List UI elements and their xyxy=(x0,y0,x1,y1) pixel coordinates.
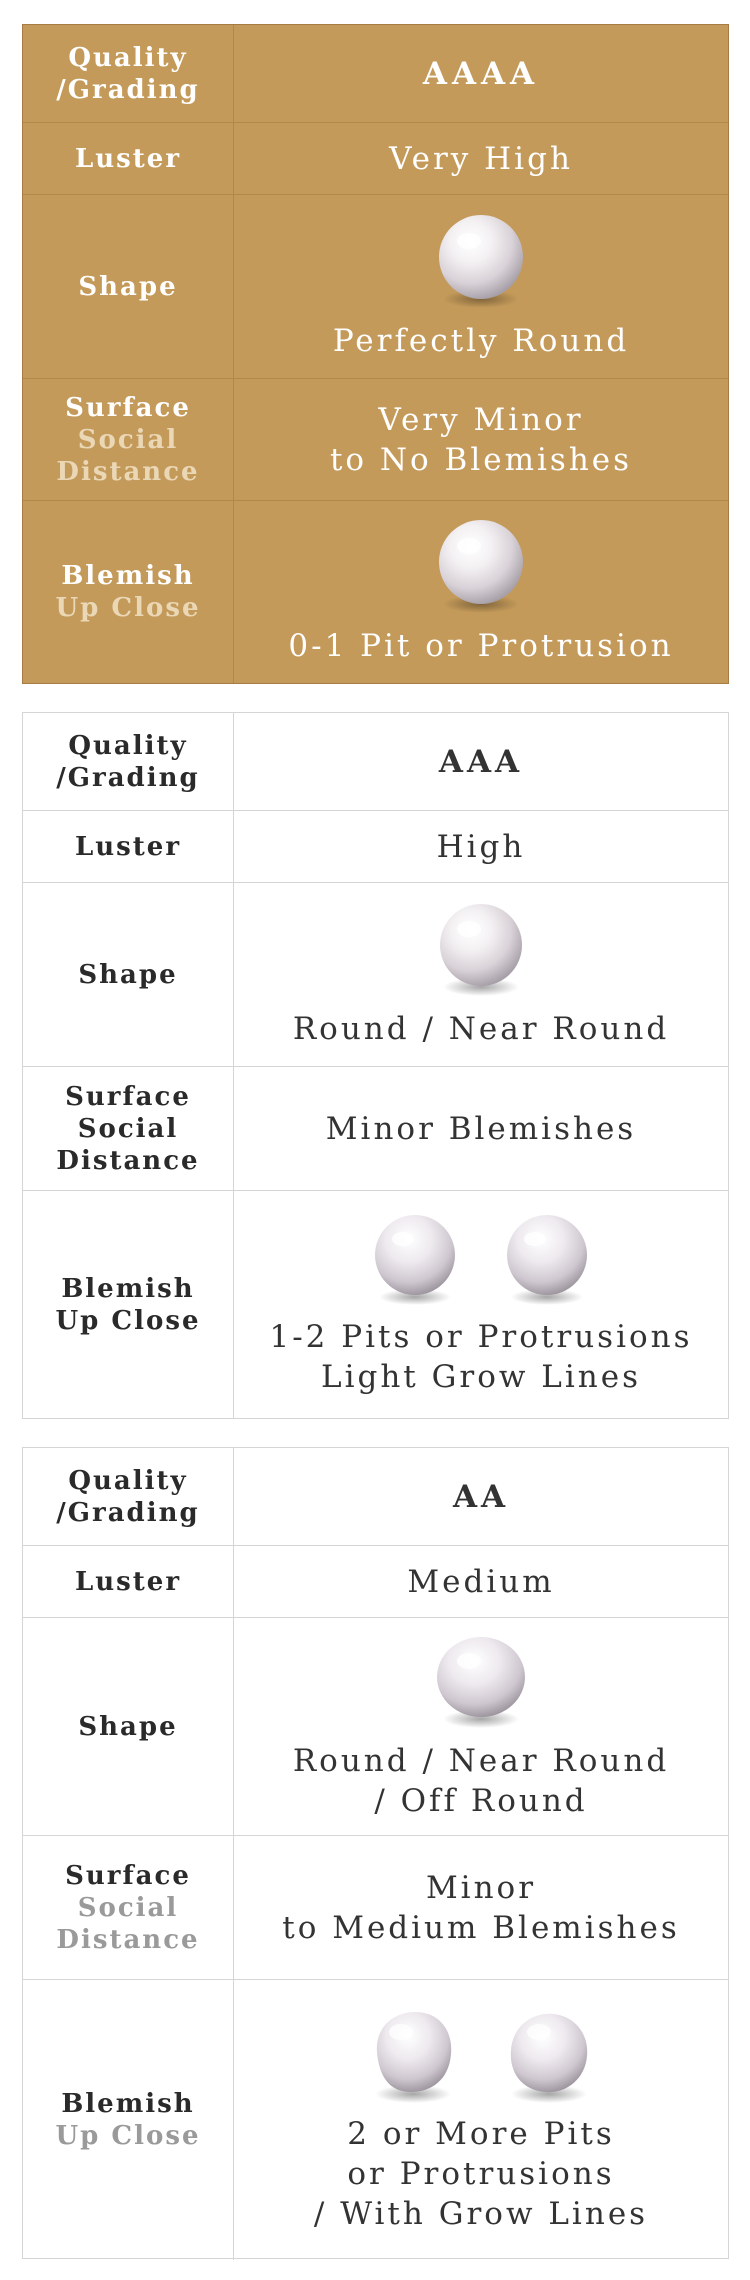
label-blemish-line1: Blemish xyxy=(61,1273,195,1304)
surface-value xyxy=(234,379,728,500)
surface-line2: to Medium Blemishes xyxy=(282,1909,680,1946)
grade-table-aaa xyxy=(22,712,729,1419)
row-shape xyxy=(23,1618,728,1836)
blemish-line1: 0-1 Pit or Protrusion xyxy=(288,628,674,664)
label-surface-line2: Social xyxy=(77,424,179,455)
row-surface xyxy=(23,1067,728,1191)
label-quality-line2: /Grading xyxy=(56,74,200,105)
label-blemish-line1: Blemish xyxy=(61,561,195,591)
label-blemish-line2: Up Close xyxy=(55,593,201,623)
grade-table-aa xyxy=(22,1447,729,2259)
label-blemish xyxy=(23,1191,234,1418)
label-blemish-line1: Blemish xyxy=(61,2089,195,2119)
row-shape xyxy=(23,883,728,1067)
label-quality-line1: Quality xyxy=(68,1465,188,1496)
pearl-group xyxy=(433,213,529,313)
blemish-line3: / With Grow Lines xyxy=(313,2196,649,2232)
grade-value: AA xyxy=(452,1478,510,1515)
blemish-line2: Light Grow Lines xyxy=(321,1358,641,1395)
label-blemish-line2: Up Close xyxy=(55,1305,201,1336)
pearl-icon xyxy=(365,2006,461,2106)
surface-value xyxy=(234,1067,728,1190)
blemish-value xyxy=(234,501,728,683)
label-surface-line2: Social xyxy=(77,1892,179,1923)
label-blemish xyxy=(23,501,234,683)
pearl-group xyxy=(433,1633,529,1733)
surface-line1: Very Minor xyxy=(378,401,584,438)
row-quality xyxy=(23,1448,728,1546)
blemish-value xyxy=(234,1980,728,2260)
label-blemish-line2: Up Close xyxy=(55,2121,201,2151)
shape-line2: / Off Round xyxy=(374,1782,588,1819)
label-surface xyxy=(23,379,234,500)
label-quality-line2: /Grading xyxy=(56,1497,200,1528)
blemish-line1: 2 or More Pits xyxy=(347,2116,615,2152)
surface-line2: to No Blemishes xyxy=(329,441,633,478)
shape-line1: Round / Near Round xyxy=(292,1742,670,1779)
pearl-group xyxy=(365,2006,597,2106)
row-luster xyxy=(23,1546,728,1618)
luster-value: High xyxy=(436,828,526,865)
label-surface-line3: Distance xyxy=(56,456,200,487)
shape-value xyxy=(234,883,728,1066)
label-quality xyxy=(23,25,234,122)
luster-value: Very High xyxy=(389,140,573,177)
label-surface-line1: Surface xyxy=(65,1081,191,1112)
label-shape: Shape xyxy=(23,883,234,1066)
label-quality-line1: Quality xyxy=(68,730,188,761)
grade-value: AAAA xyxy=(422,55,540,92)
grade-value: AAA xyxy=(438,743,524,780)
grade-table-aaaa xyxy=(22,24,729,684)
label-surface-line1: Surface xyxy=(65,1860,191,1891)
pearl-icon xyxy=(501,1213,593,1309)
label-surface xyxy=(23,1836,234,1979)
label-quality-line2: /Grading xyxy=(56,762,200,793)
pearl-group xyxy=(433,518,529,618)
blemish-line1: 1-2 Pits or Protrusions xyxy=(269,1318,693,1355)
label-blemish xyxy=(23,1980,234,2260)
row-blemish xyxy=(23,501,728,683)
surface-line1: Minor Blemishes xyxy=(325,1110,637,1147)
row-quality xyxy=(23,25,728,123)
shape-text: Perfectly Round xyxy=(332,322,630,359)
pearl-icon xyxy=(501,2006,597,2106)
row-shape xyxy=(23,195,728,379)
label-surface-line1: Surface xyxy=(65,392,191,423)
luster-value: Medium xyxy=(407,1563,555,1600)
label-luster: Luster xyxy=(23,123,234,194)
row-blemish xyxy=(23,1191,728,1418)
shape-value xyxy=(234,195,728,378)
label-quality-line1: Quality xyxy=(68,42,188,73)
label-surface xyxy=(23,1067,234,1190)
label-quality xyxy=(23,713,234,810)
row-quality xyxy=(23,713,728,811)
surface-line1: Minor xyxy=(425,1869,537,1906)
label-luster: Luster xyxy=(23,1546,234,1617)
blemish-value xyxy=(234,1191,728,1418)
row-surface xyxy=(23,379,728,501)
label-shape: Shape xyxy=(23,195,234,378)
pearl-icon xyxy=(433,901,529,1001)
label-surface-line3: Distance xyxy=(56,1924,200,1955)
label-luster: Luster xyxy=(23,811,234,882)
pearl-icon xyxy=(433,213,529,313)
row-luster xyxy=(23,811,728,883)
shape-text: Round / Near Round xyxy=(292,1010,670,1047)
label-quality xyxy=(23,1448,234,1545)
pearl-group xyxy=(369,1213,593,1309)
row-blemish xyxy=(23,1980,728,2260)
pearl-icon xyxy=(369,1213,461,1309)
shape-value xyxy=(234,1618,728,1835)
blemish-line2: or Protrusions xyxy=(347,2156,615,2192)
pearl-group xyxy=(433,901,529,1001)
label-shape: Shape xyxy=(23,1618,234,1835)
surface-value xyxy=(234,1836,728,1979)
label-surface-line2: Social xyxy=(77,1113,179,1144)
row-surface xyxy=(23,1836,728,1980)
row-luster xyxy=(23,123,728,195)
label-surface-line3: Distance xyxy=(56,1145,200,1176)
pearl-icon xyxy=(433,1633,529,1733)
pearl-icon xyxy=(433,518,529,618)
